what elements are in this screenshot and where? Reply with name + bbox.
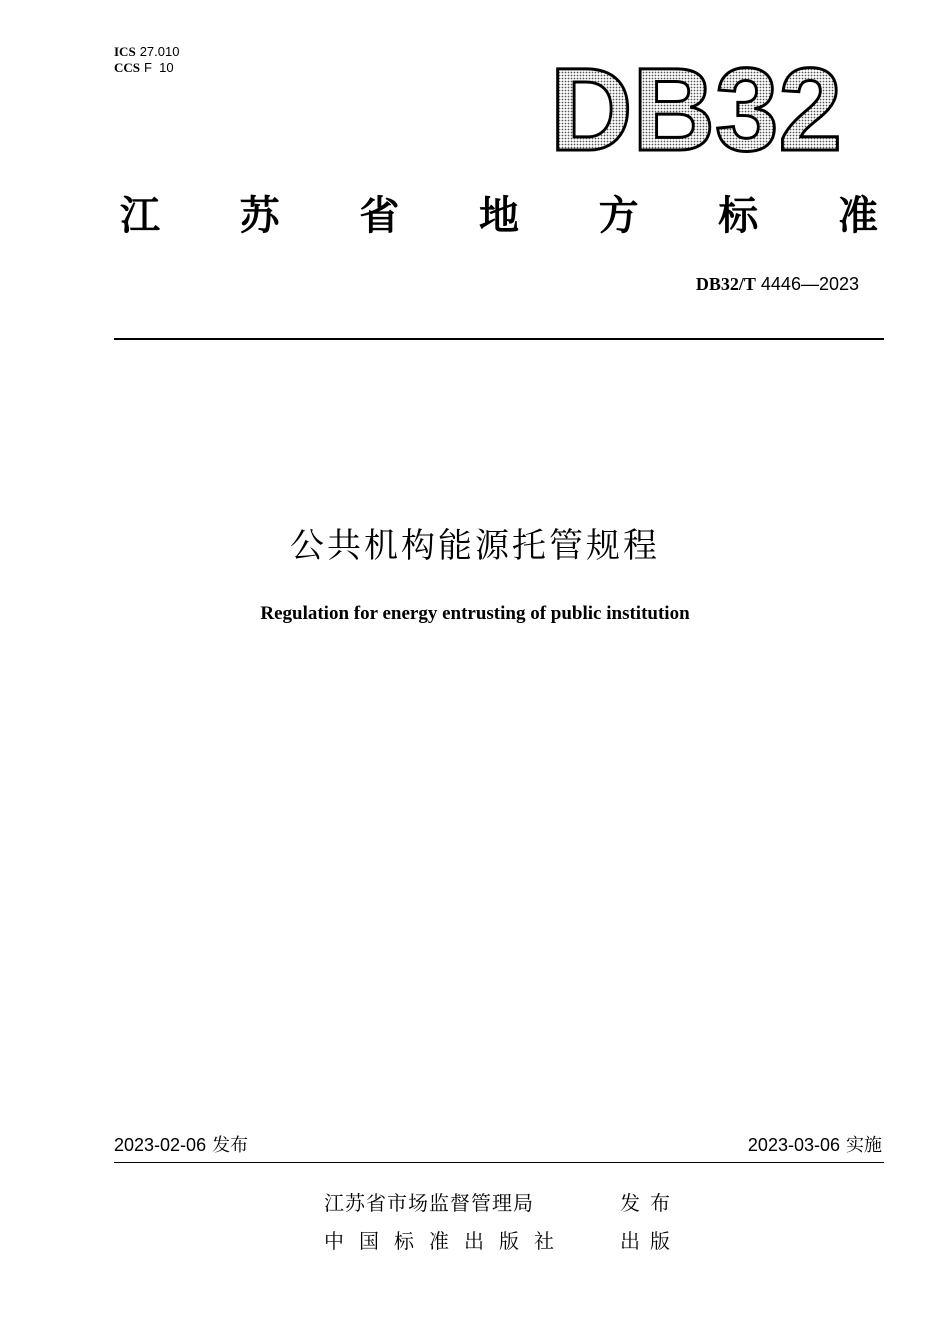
classification-codes <box>114 44 179 76</box>
org-title <box>114 184 884 239</box>
issuer-name: 中国标准出版社 <box>324 1229 569 1253</box>
implement-date-label: 实施 <box>846 1135 882 1156</box>
ccs-code <box>114 60 179 76</box>
implement-date-value: 2023-03-06 <box>747 1135 840 1155</box>
issuer-name: 江苏省市场监督管理局 <box>324 1191 534 1215</box>
standard-code: 4446—2023 <box>760 274 859 294</box>
publish-date-value: 2023-02-06 <box>114 1135 207 1155</box>
org-title-char: 地 <box>478 193 519 239</box>
issuer-role: 发布 <box>620 1191 680 1215</box>
issuer-press <box>324 1228 680 1254</box>
header-divider <box>114 338 884 340</box>
org-title-char: 江 <box>120 193 160 239</box>
ics-code <box>114 44 179 60</box>
standard-number <box>696 273 859 295</box>
ics-value: 27.010 <box>139 44 180 59</box>
ics-label: ICS <box>114 44 136 59</box>
org-title-char: 省 <box>359 193 400 239</box>
ccs-value: F 10 <box>144 60 174 75</box>
logo-text: DB32 <box>550 50 842 162</box>
document-title-chinese: 公共机构能源托管规程 <box>290 526 660 566</box>
document-title-english: Regulation for energy entrusting of public institution <box>260 603 690 624</box>
issuer-role: 出版 <box>620 1229 680 1253</box>
org-title-char: 苏 <box>239 193 280 239</box>
publish-date <box>114 1131 248 1157</box>
db32-logo <box>546 50 846 162</box>
org-title-char: 准 <box>837 193 878 239</box>
org-title-char: 方 <box>598 193 639 239</box>
standard-prefix: DB32/T <box>695 274 756 294</box>
publish-date-label: 发布 <box>212 1135 249 1156</box>
issuer-publisher <box>324 1190 680 1216</box>
org-title-char: 标 <box>718 193 759 239</box>
implement-date <box>748 1131 882 1157</box>
footer-divider <box>114 1162 884 1163</box>
ccs-label: CCS <box>114 60 141 75</box>
